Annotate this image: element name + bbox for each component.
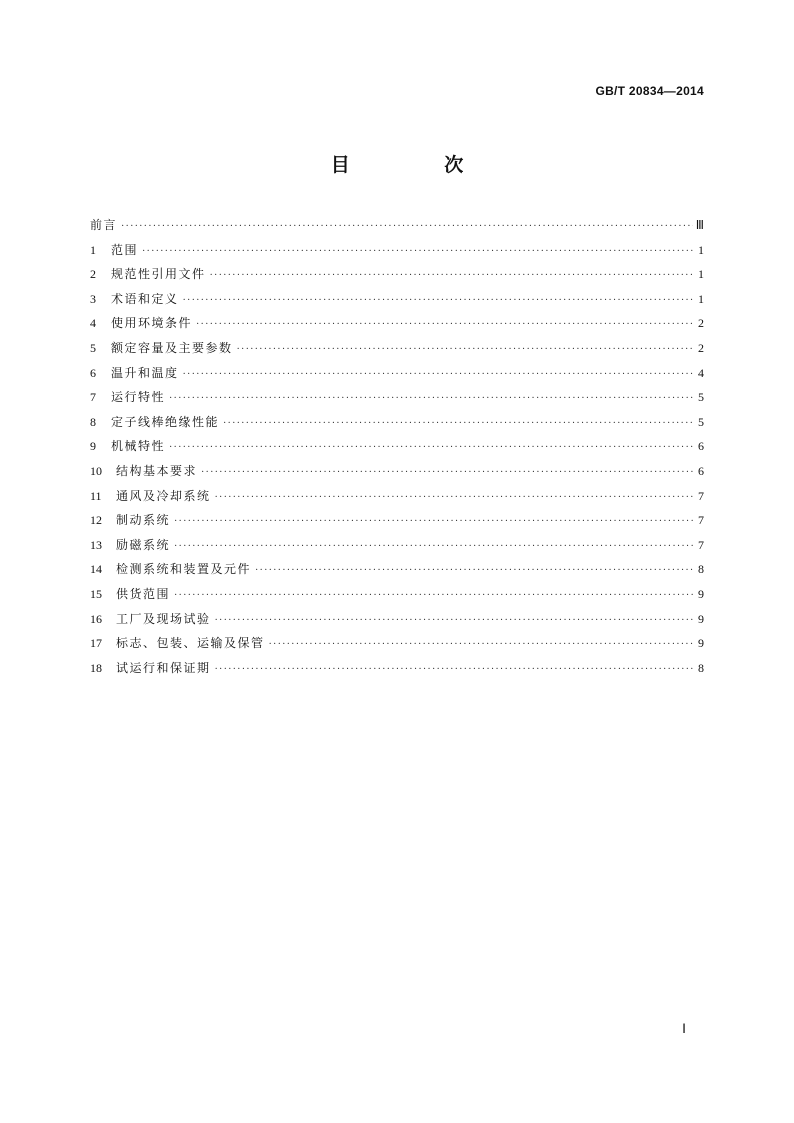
toc-entry-number: 12 [90,513,102,528]
toc-entry-page: 7 [698,513,704,528]
toc-entry-number: 4 [90,316,96,331]
toc-entry-title: 制动系统 [116,513,171,528]
toc-entry-title: 机械特性 [111,439,166,454]
toc-leader-dots [210,270,693,281]
toc-leader-dots [255,565,693,576]
toc-entry-number: 1 [90,242,96,257]
toc-leader-dots [174,516,693,527]
toc-leader-dots [215,664,693,675]
toc-entry-page: 1 [698,267,704,282]
toc-entry-page: Ⅲ [695,218,704,232]
toc-entry[interactable] [90,462,704,487]
toc-entry-page: 5 [698,414,704,429]
toc-entry-title: 工厂及现场试验 [116,611,211,626]
toc-entry-title: 检测系统和装置及元件 [116,562,252,577]
toc-entry-page: 7 [698,537,704,552]
toc-entry-page: 7 [698,488,704,503]
toc-leader-dots [142,246,693,257]
toc-leader-dots [174,590,693,601]
toc-entry-number: 7 [90,390,96,405]
toc-entry[interactable] [90,536,704,561]
toc-leader-dots [196,319,693,330]
toc-entry-number: 17 [90,636,102,651]
toc-entry-page: 6 [698,439,704,454]
toc-leader-dots [174,541,693,552]
toc-entry-page: 4 [698,365,704,380]
toc-entry-number: 16 [90,611,102,626]
page-number: Ⅰ [682,1021,686,1036]
toc-entry-title: 前言 [90,218,118,232]
toc-entry[interactable] [90,339,704,364]
toc-leader-dots [169,442,693,453]
toc-entry[interactable] [90,511,704,536]
toc-entry-number: 6 [90,365,96,380]
toc-entry-title: 术语和定义 [111,291,179,306]
toc-entry[interactable] [90,290,704,315]
toc-entry[interactable] [90,634,704,659]
toc-entry-title: 运行特性 [111,390,166,405]
toc-leader-dots [223,418,693,429]
toc-entry-title: 额定容量及主要参数 [111,340,233,355]
toc-entry-title: 试运行和保证期 [116,660,211,675]
toc-entry-page: 1 [698,291,704,306]
toc-entry-page: 8 [698,660,704,675]
toc-entry-page: 8 [698,562,704,577]
toc-entry-title: 范围 [111,242,139,257]
toc-entry-page: 5 [698,390,704,405]
toc-leader-dots [183,295,693,306]
toc-entry-number: 9 [90,439,96,454]
toc-entry-title: 温升和温度 [111,365,179,380]
toc-entry-title: 供货范围 [116,586,171,601]
toc-entry-number: 13 [90,537,102,552]
toc-entry-number: 2 [90,267,96,282]
toc-entry-page: 2 [698,340,704,355]
toc-leader-dots [237,344,693,355]
toc-entry-number: 10 [90,463,102,478]
table-of-contents [90,216,704,683]
toc-entry-page: 9 [698,611,704,626]
toc-entry[interactable] [90,560,704,585]
toc-entry[interactable] [90,585,704,610]
toc-entry-number: 18 [90,660,102,675]
toc-leader-dots [215,615,693,626]
toc-entry[interactable] [90,364,704,389]
toc-entry-page: 9 [698,636,704,651]
toc-leader-dots [201,467,693,478]
toc-entry[interactable] [90,388,704,413]
toc-entry[interactable] [90,610,704,635]
toc-entry[interactable] [90,659,704,684]
toc-entry-page: 9 [698,586,704,601]
toc-entry-title: 规范性引用文件 [111,267,206,282]
toc-entry-title: 结构基本要求 [116,463,198,478]
toc-entry-page: 1 [698,242,704,257]
toc-entry-page: 6 [698,463,704,478]
toc-entry-title: 通风及冷却系统 [116,488,211,503]
toc-entry-number: 5 [90,340,96,355]
toc-entry[interactable] [90,265,704,290]
toc-leader-dots [215,492,693,503]
toc-entry-title: 使用环境条件 [111,316,193,331]
toc-entry-number: 3 [90,291,96,306]
toc-entry-title: 定子线棒绝缘性能 [111,414,220,429]
toc-entry[interactable] [90,314,704,339]
toc-entry[interactable] [90,487,704,512]
toc-leader-dots [121,221,693,232]
toc-entry-title: 励磁系统 [116,537,171,552]
toc-entry[interactable] [90,437,704,462]
toc-leader-dots [269,639,693,650]
toc-entry[interactable] [90,216,704,241]
toc-entry-number: 14 [90,562,102,577]
standard-code: GB/T 20834—2014 [595,84,704,98]
toc-entry-number: 15 [90,586,102,601]
page-title: 目 次 [330,154,508,176]
toc-entry-title: 标志、包装、运输及保管 [116,636,265,651]
toc-leader-dots [183,369,693,380]
toc-leader-dots [169,393,693,404]
toc-entry[interactable] [90,413,704,438]
toc-entry-number: 11 [90,488,102,503]
toc-entry-page: 2 [698,316,704,331]
toc-entry[interactable] [90,241,704,266]
toc-entry-number: 8 [90,414,96,429]
